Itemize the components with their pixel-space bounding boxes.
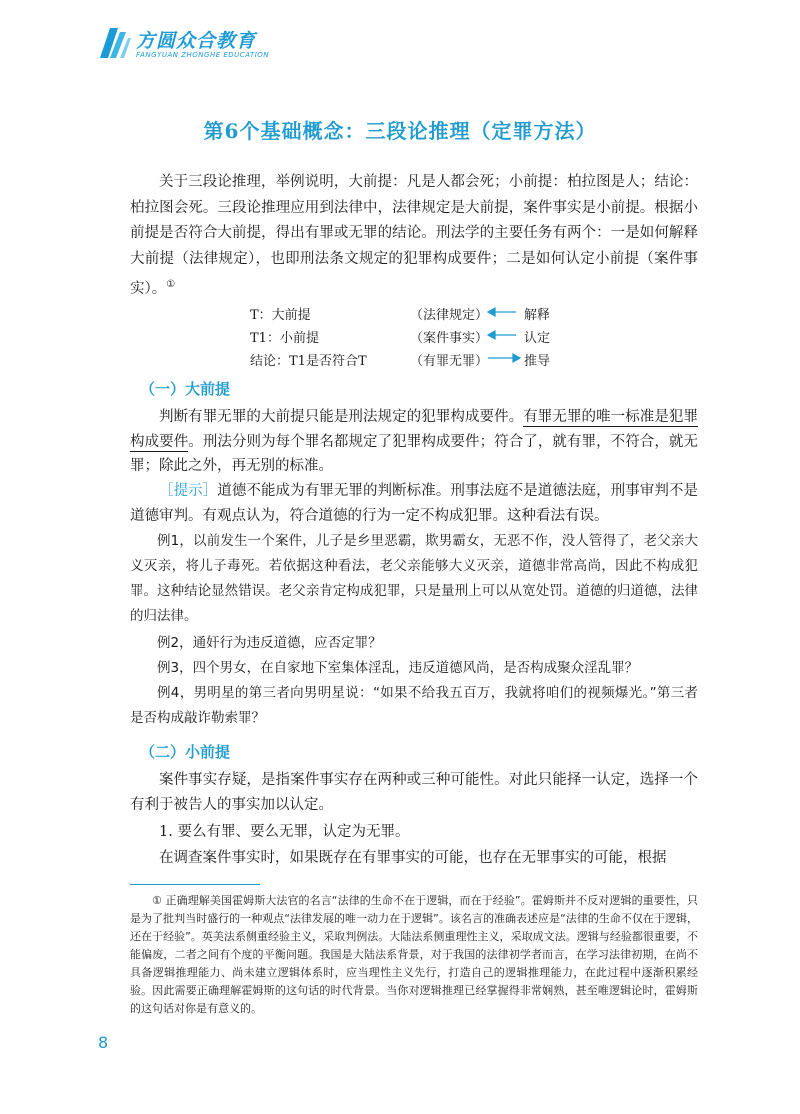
diagram-action-2: 认定 [524,331,551,346]
diagram-action-1: 解释 [524,308,551,323]
diagram-action-3: 推导 [524,354,551,369]
major-premise-paragraph [130,405,698,479]
intro-text: 关于三段论推理，举例说明，大前提：凡是人都会死；小前提：柏拉图是人；结论：柏拉图会死。三段论推理应用到法律中，法律规定是大前提，案件事实是小前提。根据小前提是否符合大前提，得出有罪或无罪的结论。刑法学的主要任务有两个：一是如何解释大前提（法律规定），也即刑法条文规定的犯罪构成要件；二是如何认定小前提（案件事实）。 [130,174,698,297]
minor-premise-continued: 在调查案件事实时，如果既存在有罪事实的可能，也存在无罪事实的可能，根据 [159,850,667,866]
section-heading-minor-premise: （二）小前提 [140,743,231,761]
example-1: 例1，以前发生一个案件，儿子是乡里恶霸，欺男霸女，无恶不作，没人管得了，老父亲大义灭亲，将儿子毒死。若依据这种看法，老父亲能够大义灭亲，道德非常高尚，因此不构成犯罪。这种结论显然错误。老父亲肯定构成犯罪，只是量刑上可以从宽处罚。道德的归道德，法律的归法律。 [130,533,698,624]
diagram-mid-1: （法律规定） [410,308,489,323]
page-number: 8 [98,1033,109,1052]
section-heading-major-premise: （一）大前提 [140,380,231,398]
diagram-left-3: 结论：T1是否符合T [250,354,367,369]
major-premise-text-c: 。刑法分则为每个罪名都规定了犯罪构成要件；符合了，就有罪，不符合，就无罪；除此之外，再无别的标准。 [130,433,698,474]
footnote-marker: ① [166,279,176,290]
example-4: 例4，男明星的第三者向男明星说：“如果不给我五百万，我就将咱们的视频爆光。”第三者是否构成敲诈勒索罪？ [130,685,698,726]
diagram-arrows-icon [486,300,522,372]
hint-label: ［提示］ [159,483,218,499]
minor-premise-rule-1: 1. 要么有罪、要么无罪，认定为无罪。 [159,824,410,840]
logo-mark-icon [96,24,132,64]
example-3: 例3，四个男女，在自家地下室集体淫乱，违反道德风尚，是否构成聚众淫乱罪？ [157,660,639,676]
diagram-mid-2: （案件事实） [410,331,489,346]
brand-english-name: FANGYUAN ZHONGHE EDUCATION [136,51,270,59]
minor-premise-paragraph: 案件事实存疑，是指案件事实存在两种或三种可能性。对此只能择一认定，选择一个有利于被告人的事实加以认定。 [130,772,698,813]
page-title: 第6个基础概念：三段论推理（定罪方法） [203,119,597,143]
major-premise-emphasis: 有罪无罪的唯一标准是犯罪构成要件 [130,409,698,450]
footnote: ① 正确理解美国霍姆斯大法官的名言“法律的生命不在于逻辑，而在于经验”。霍姆斯并不反对逻辑的重要性，只是为了批判当时盛行的一种观点“法律发展的唯一动力在于逻辑”。该名言的准确表述应是“法律的生命不仅在于逻辑，还在于经验”。英美法系侧重经验主义，采取判例法。大陆法系侧重理性主义，采取成文法。逻辑与经验都很重要，不能偏废，二者之间有个度的平衡问题。我国是大陆法系背景，对于我国的法律初学者而言，在学习法律初期，在尚不具备逻辑推理能力、尚未建立逻辑体系时，应当理性主义先行，打造自己的逻辑推理能力，在此过程中逐渐积累经验。因此需要正确理解霍姆斯的这句话的时代背景。当你对逻辑推理已经掌握得非常娴熟，甚至唯逻辑论时，霍姆斯的这句话对你是有意义的。 [130,894,698,1015]
brand-logo [96,24,356,84]
diagram-mid-3: （有罪无罪） [410,354,489,369]
diagram-left-1: T：大前提 [250,308,311,323]
hint-text: 道德不能成为有罪无罪的判断标准。刑事法庭不是道德法庭，刑事审判不是道德审判。有观点认为，符合道德的行为一定不构成犯罪。这种看法有误。 [130,483,699,524]
diagram-left-2: T1：小前提 [250,331,319,346]
intro-paragraph [130,170,698,302]
brand-name: 方圆众合教育 [136,30,257,52]
example-2: 例2，通奸行为违反道德，应否定罪？ [157,635,382,651]
hint-paragraph [130,479,698,528]
footnote-divider [130,884,260,885]
major-premise-text-a: 判断有罪无罪的大前提只能是刑法规定的犯罪构成要件。 [159,409,524,425]
